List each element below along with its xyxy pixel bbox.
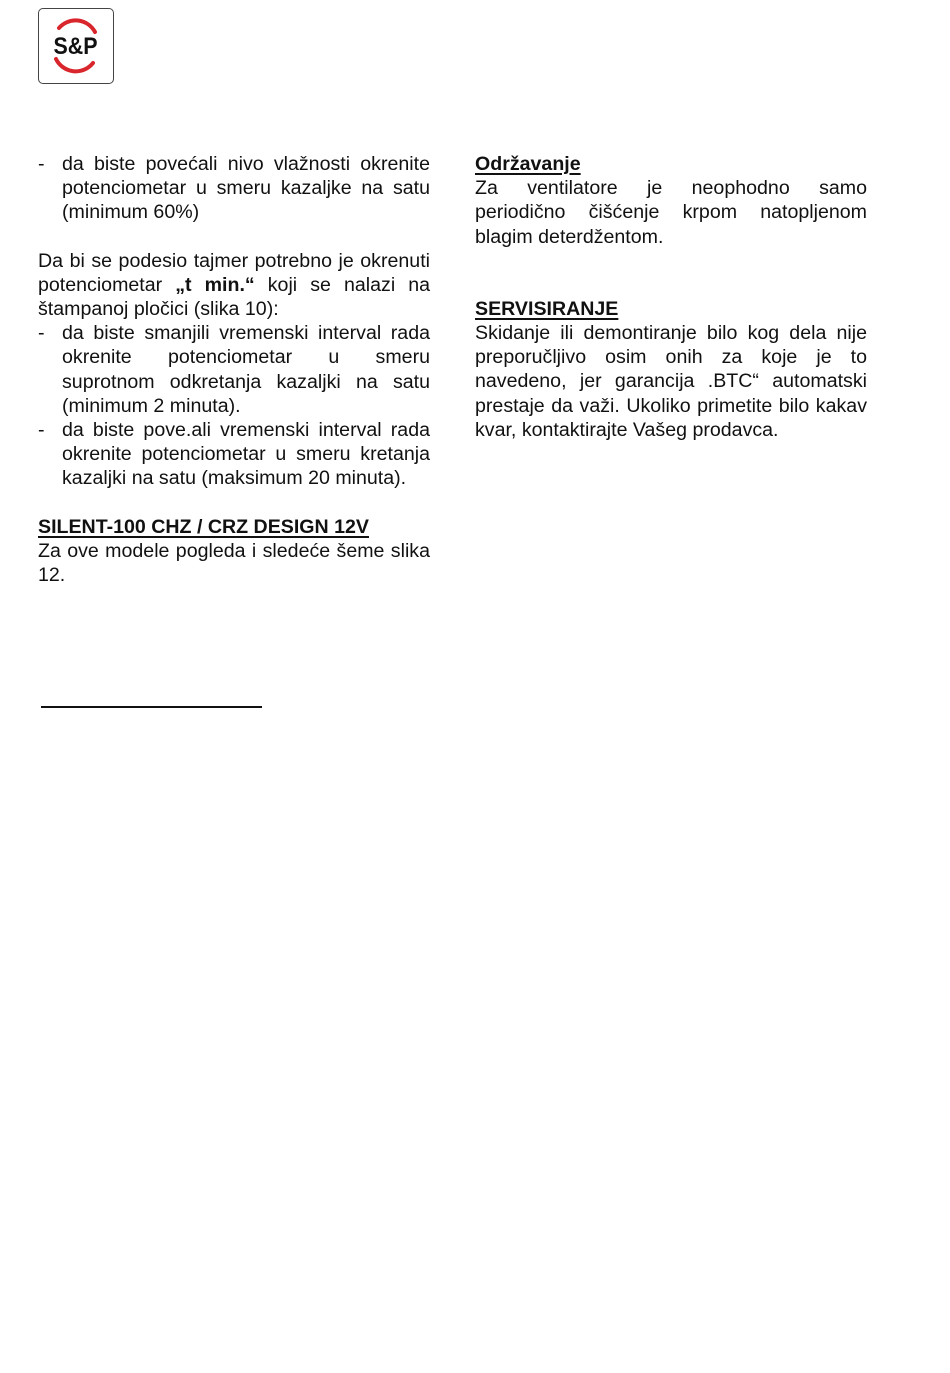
model-paragraph: Za ove modele pogleda i sledeće šeme slika 12. [38, 539, 430, 587]
bullet-text: da biste pove.ali vremenski interval rada okrenite potenciometar u smeru kretanja kazaljki na satu (maksimum 20 minuta). [62, 419, 430, 490]
left-column [38, 152, 430, 587]
bullet-dash: - [38, 153, 45, 175]
model-heading: SILENT-100 CHZ / CRZ DESIGN 12V [38, 515, 369, 538]
timer-label: „t min.“ [175, 273, 255, 296]
service-heading: SERVISIRANJE [475, 297, 619, 320]
bullet-text: da biste smanjili vremenski interval rada okrenite potenciometar u smeru suprotnom odkretanja kazaljki na satu (minimum 2 minuta). [62, 322, 430, 417]
timer-intro-paragraph: Da bi se podesio tajmer potrebno je okrenuti potenciometar „t min.“ koji se nalazi na štampanoj pločici (slika 10): [38, 249, 431, 321]
logo-text: S&P [53, 33, 98, 60]
bullet-dash: - [38, 419, 45, 442]
list-item [38, 152, 430, 225]
company-logo [38, 8, 114, 84]
list-item [38, 418, 430, 491]
bullet-dash: - [38, 322, 45, 345]
sp-logo-icon [39, 9, 112, 82]
bullet-text: da biste povećali nivo vlažnosti okrenite potenciometar u smeru kazaljke na satu (minimum 60%) [62, 153, 430, 224]
service-paragraph: Skidanje ili demontiranje bilo kog dela nije preporučljivo osim onih za koje je to navedeno, jer garancija .BTC“ automatski prestaje da važi. Ukoliko primetite bilo kakav kvar, kontaktirajte Vašeg prodavca. [475, 322, 867, 441]
right-column [475, 152, 867, 442]
maintenance-heading: Održavanje [475, 153, 581, 175]
list-item [38, 321, 430, 418]
maintenance-paragraph: Za ventilatore je neophodno samo periodično čišćenje krpom natopljenom blagim deterdžentom. [475, 177, 867, 248]
separator-line [41, 706, 262, 708]
